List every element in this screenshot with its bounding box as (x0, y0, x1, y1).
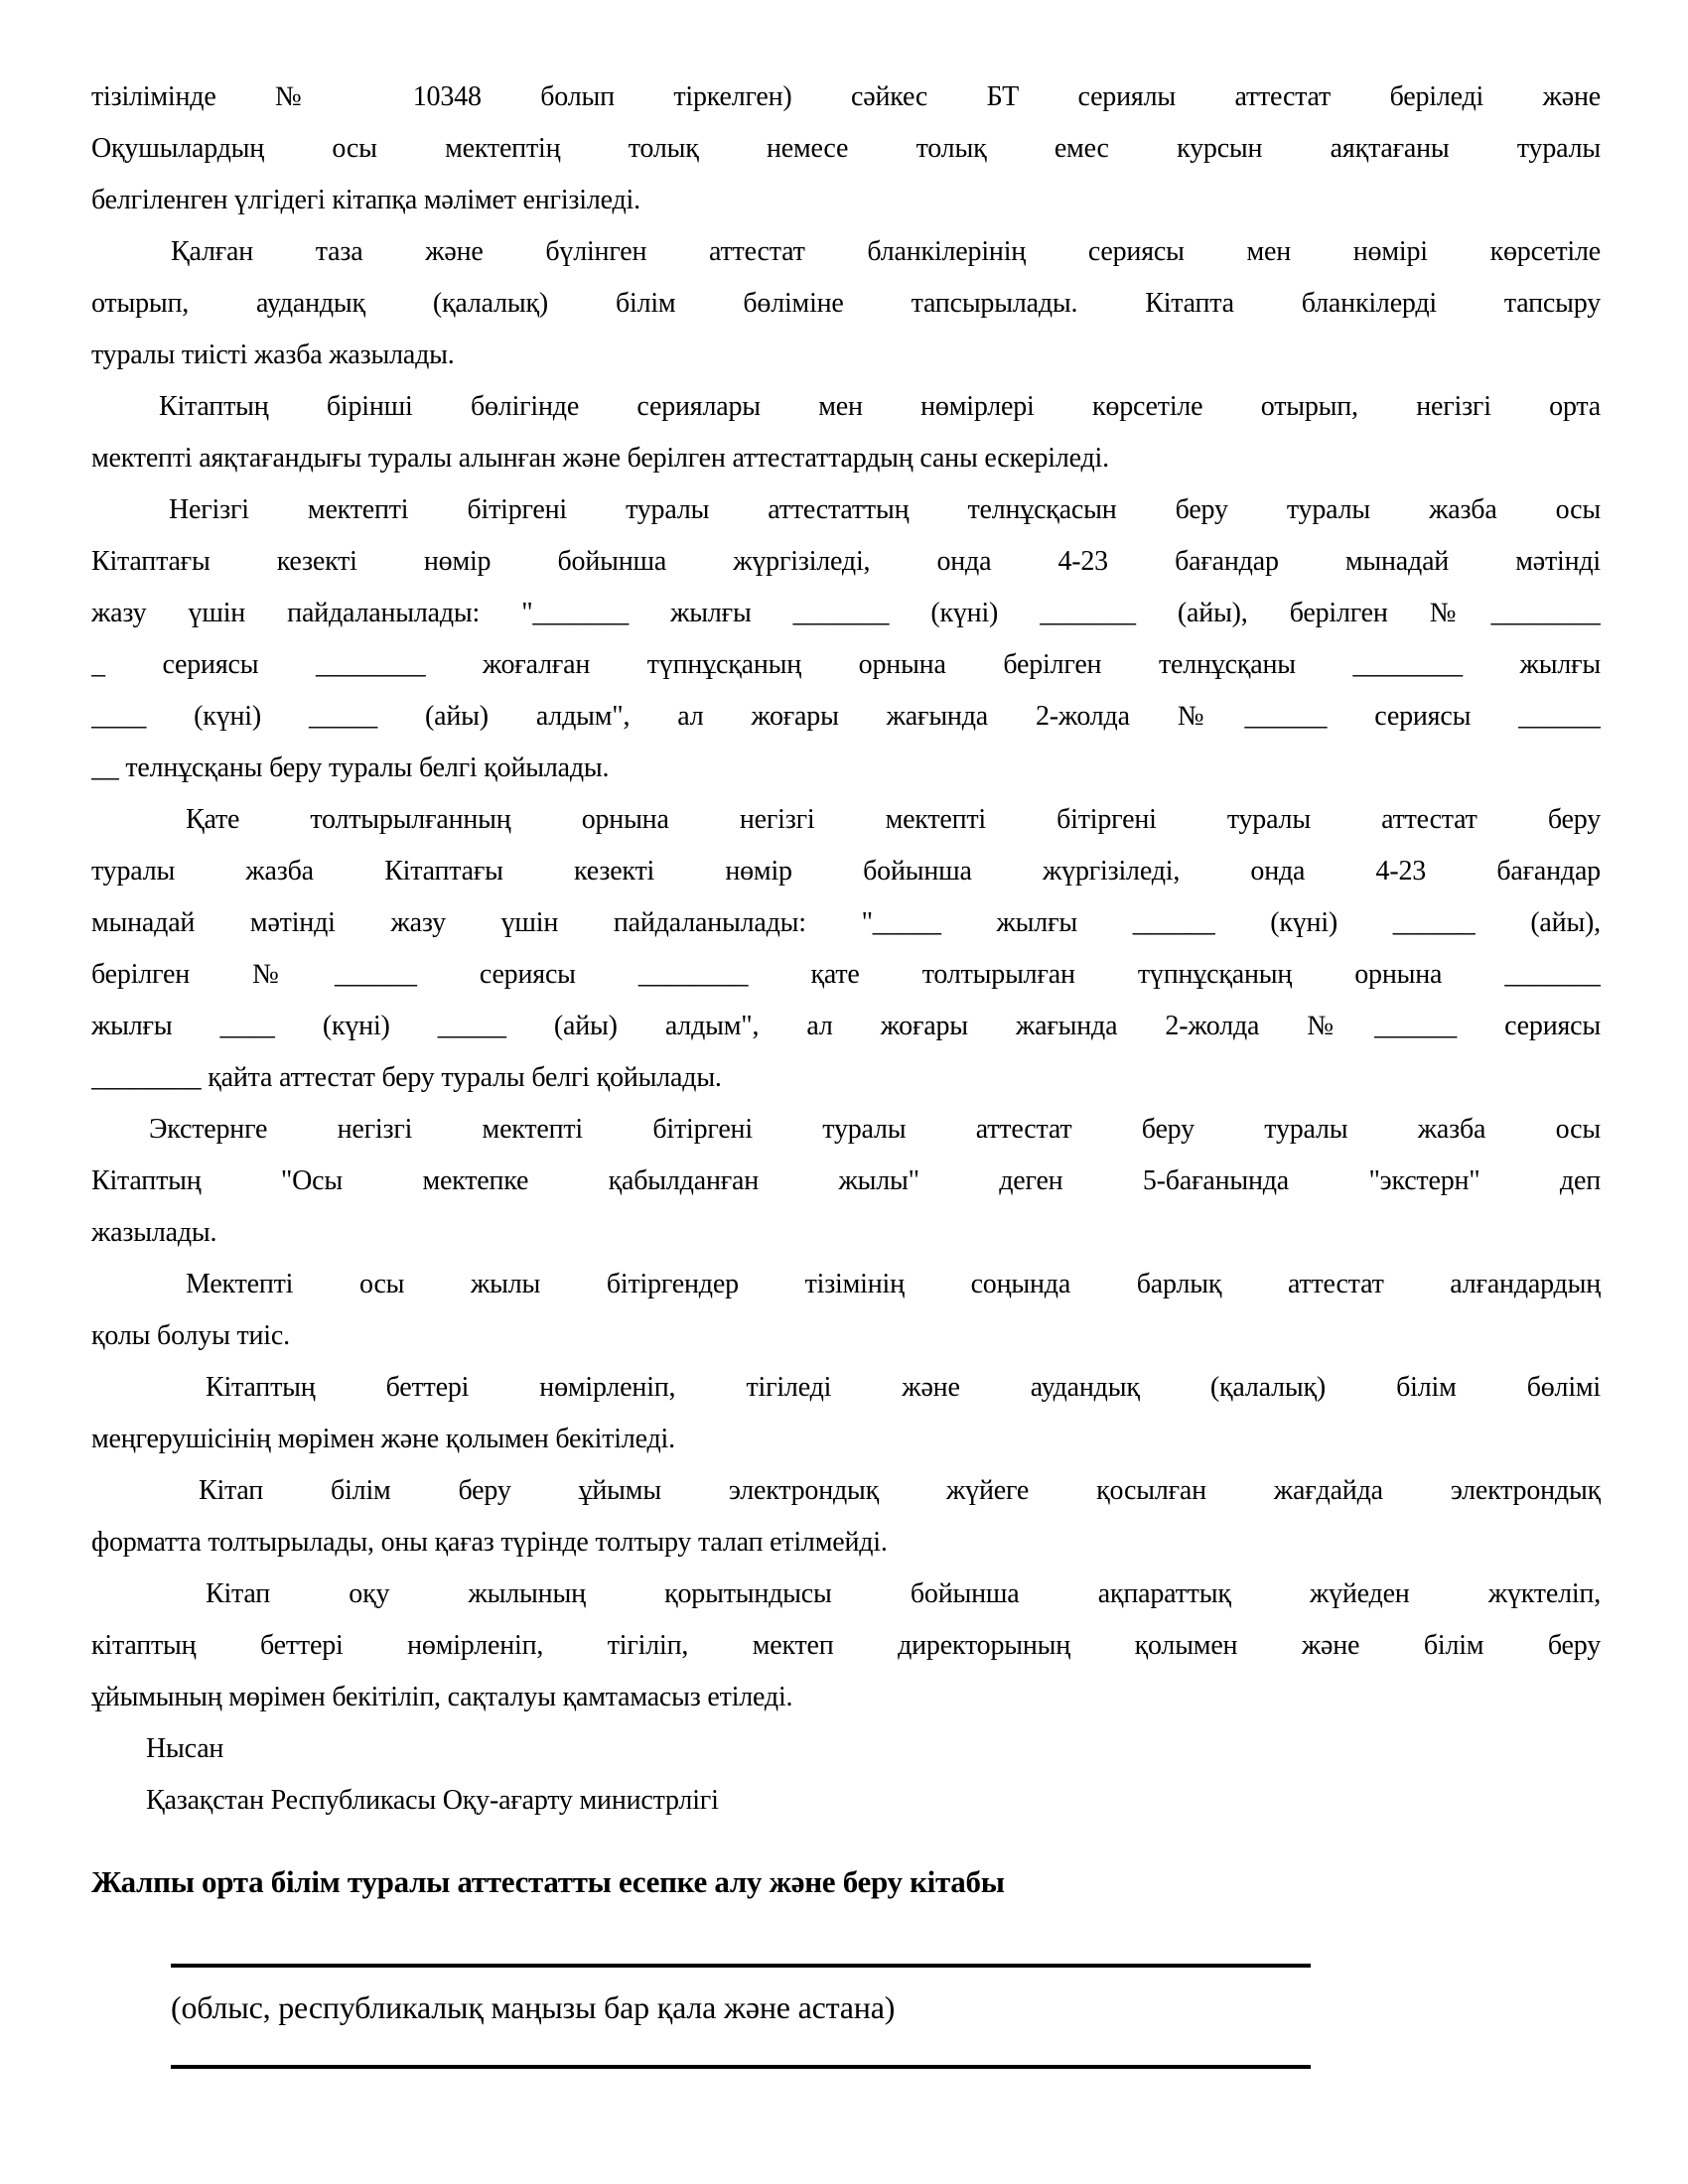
region-caption: (облыс, республикалық маңызы бар қала және астана) (171, 1989, 896, 2025)
text-line: форматта толтырылады, оны қағаз түрінде толтыру талап етілмейді. (91, 1527, 888, 1558)
text-line: қолы болуы тиіс. (91, 1320, 290, 1351)
text-line: ________ қайта аттестат беру туралы белгі қойылады. (91, 1062, 722, 1093)
paragraph (91, 71, 1601, 226)
text-line: мынадай мәтінді жазу үшін пайдаланылады: "_____ жылғы ______ (күні) ______ (айы), (91, 907, 1601, 938)
region-form-block (171, 1964, 1311, 2069)
paragraph (91, 381, 1601, 484)
document-heading: Жалпы орта білім туралы аттестатты есепке алу және беру кітабы (91, 1864, 1005, 1899)
text-line: Қалған таза және бүлінген аттестат бланкілерінің сериясы мен нөмірі көрсетіле (171, 236, 1601, 267)
text-line: _ сериясы ________ жоғалған түпнұсқаның орнына берілген телнұсқаны ________ жылғы (91, 649, 1601, 680)
paragraph (91, 1259, 1601, 1362)
ministry-line: Қазақстан Республикасы Оқу-ағарту министрлігі (146, 1785, 719, 1816)
text-line: туралы жазба Кітаптағы кезекті нөмір бойынша жүргізіледі, онда 4-23 бағандар (91, 856, 1601, 887)
text-line: Кітап оқу жылының қорытындысы бойынша ақпараттық жүйеден жүктеліп, (206, 1578, 1601, 1609)
paragraph (91, 1723, 1601, 1775)
text-line: Негізгі мектепті бітіргені туралы аттестаттың телнұсқасын беру туралы жазба осы (169, 494, 1601, 525)
text-line: Кітаптың бірінші бөлігінде сериялары мен нөмірлері көрсетіле отырып, негізгі орта (159, 391, 1601, 422)
form-label: Нысан (146, 1733, 224, 1764)
paragraph (91, 1775, 1601, 1827)
text-line: туралы тиісті жазба жазылады. (91, 340, 455, 370)
text-line: жылғы ____ (күні) _____ (айы) алдым", ал жоғары жағында 2-жолда №______ сериясы (91, 1011, 1601, 1041)
paragraph (91, 1465, 1601, 1569)
paragraph (91, 226, 1601, 381)
text-line: белгіленген үлгідегі кітапқа мәлімет енгізіледі. (91, 185, 640, 215)
text-line: мектепті аяқтағандығы туралы алынған және берілген аттестаттардың саны ескеріледі. (91, 443, 1109, 474)
text-line: Кітаптағы кезекті нөмір бойынша жүргізіледі, онда 4-23 бағандар мынадай мәтінді (91, 546, 1601, 577)
paragraph (91, 1362, 1601, 1465)
paragraph (91, 1569, 1601, 1723)
text-line: Қате толтырылғанның орнына негізгі мектепті бітіргені туралы аттестат беру (186, 804, 1601, 835)
text-line: Мектепті осы жылы бітіргендер тізімінің соңында барлық аттестат алғандардың (186, 1269, 1601, 1299)
text-line: Экстернге негізгі мектепті бітіргені туралы аттестат беру туралы жазба осы (149, 1114, 1601, 1145)
text-line: отырып, аудандық (қалалық) білім бөліміне тапсырылады. Кітапта бланкілерді тапсыру (91, 288, 1601, 319)
paragraph (91, 484, 1601, 794)
paragraph (91, 1104, 1601, 1259)
text-line: __ телнұсқаны беру туралы белгі қойылады. (91, 752, 610, 783)
text-line: Оқушылардың осы мектептің толық немесе толық емес курсын аяқтағаны туралы (91, 133, 1601, 164)
text-line: жазылады. (91, 1217, 217, 1248)
text-line: берілген №______ сериясы ________ қате толтырылған түпнұсқаның орнына _______ (91, 959, 1601, 990)
text-line: ұйымының мөрімен бекітіліп, сақталуы қамтамасыз етіледі. (91, 1682, 793, 1712)
paragraph (91, 794, 1601, 1104)
text-line: кітаптың беттері нөмірленіп, тігіліп, мектеп директорының қолымен және білім беру (91, 1630, 1601, 1661)
text-line: Кітаптың беттері нөмірленіп, тігіледі және аудандық (қалалық) білім бөлімі (206, 1372, 1601, 1403)
text-line: ____ (күні) _____ (айы) алдым", ал жоғары жағында 2-жолда №______ сериясы ______ (91, 701, 1601, 732)
text-line: Кітаптың "Осы мектепке қабылданған жылы" деген 5-бағанында "экстерн" деп (91, 1165, 1601, 1196)
text-line: меңгерушісінің мөрімен және қолымен бекітіледі. (91, 1424, 675, 1454)
text-line: тізілімінде № 10348 болып тіркелген) сәйкес БТ сериялы аттестат беріледі және (91, 81, 1601, 112)
text-line: Кітап білім беру ұйымы электрондық жүйеге қосылған жағдайда электрондық (199, 1475, 1601, 1506)
blank-fill-line-bottom (171, 2065, 1311, 2069)
document-body (91, 71, 1601, 1827)
text-line: жазу үшін пайдаланылады: "_______ жылғы _______ (күні) _______ (айы), берілген №________ (91, 598, 1601, 628)
